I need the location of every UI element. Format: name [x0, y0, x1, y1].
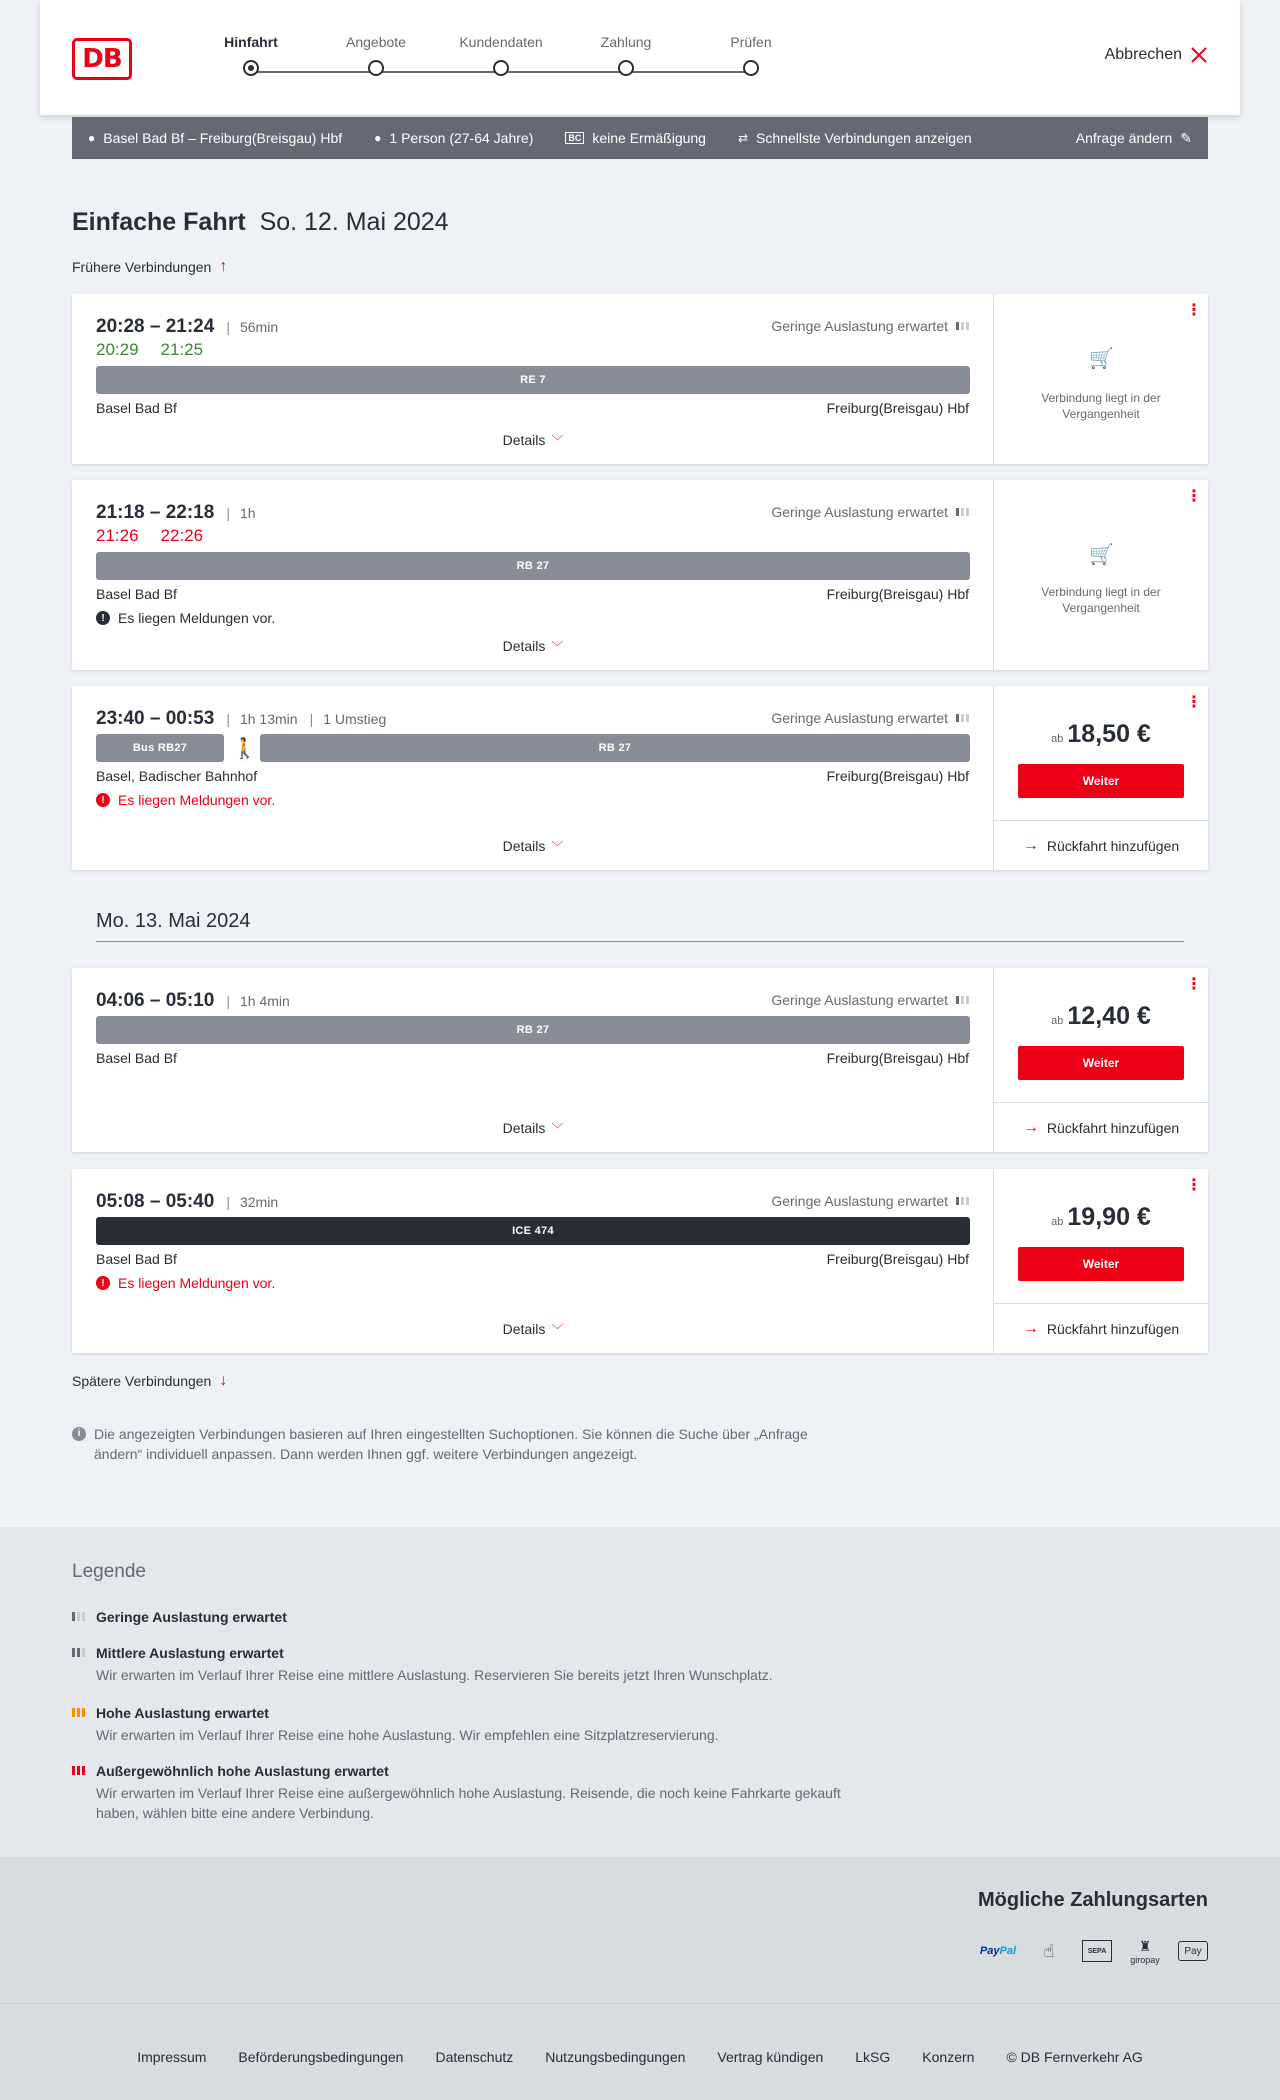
more-options-icon[interactable]: ⋮	[1186, 694, 1202, 711]
legend-item-title	[72, 1645, 872, 1661]
train-bar[interactable]: RB 27	[96, 552, 970, 580]
realtime-arrival: 22:26	[160, 526, 204, 545]
notice-text: Es liegen Meldungen vor.	[118, 610, 276, 626]
later-connections-label: Spätere Verbindungen	[72, 1373, 212, 1389]
discount-text: keine Ermäßigung	[592, 130, 706, 146]
more-options-icon[interactable]: ⋮	[1186, 976, 1202, 993]
occupancy-exceptional-icon	[72, 1766, 85, 1775]
connection-card[interactable]	[72, 1169, 1208, 1353]
step-angebote	[316, 34, 436, 79]
past-connection-note: Verbindung liegt in der Vergangenheit	[1041, 585, 1161, 615]
chevron-down-icon: ﹀	[551, 434, 564, 448]
train-bar[interactable]: ICE 474	[96, 1217, 970, 1245]
date-separator: Mo. 13. Mai 2024	[96, 910, 1184, 942]
more-options-icon[interactable]: ⋮	[1186, 302, 1202, 319]
legend-title: Legende	[72, 1561, 146, 1582]
connection-times	[96, 1191, 278, 1213]
occupancy-label: Geringe Auslastung erwartet	[771, 504, 948, 520]
payment-icons	[980, 1935, 1208, 1967]
train-bar[interactable]: RB 27	[96, 1016, 970, 1044]
separator: |	[226, 993, 230, 1009]
step-zahlung	[566, 34, 686, 79]
alert-icon: !	[96, 793, 110, 807]
train-bar[interactable]: RB 27	[260, 734, 970, 762]
connection-times	[96, 708, 386, 730]
arrow-right-icon: →	[1022, 1319, 1039, 1337]
details-toggle[interactable]	[72, 1321, 994, 1338]
legend-item-desc: Wir erwarten im Verlauf Ihrer Reise eine mittlere Auslastung. Reservieren Sie bereits jetzt Ihren Wunschplatz.	[96, 1667, 773, 1683]
duration: 32min	[239, 1194, 279, 1210]
step-dot	[368, 60, 384, 76]
chevron-down-icon: ﹀	[551, 640, 564, 654]
db-logo[interactable]: DB	[72, 38, 132, 80]
past-connection-note: Verbindung liegt in der Vergangenheit	[1041, 391, 1161, 421]
separator: |	[226, 319, 230, 335]
earlier-connections-label: Frühere Verbindungen	[72, 259, 212, 275]
info-note-text: Die angezeigten Verbindungen basieren auf Ihren eingestellten Suchoptionen. Sie können die Suche über „Anfrage ändern“ individuell anpassen. Dann werden Ihnen ggf. weitere Verbindungen angezeigt.	[94, 1426, 808, 1462]
arrow-right-icon: →	[1022, 1118, 1039, 1136]
occupancy-info	[771, 318, 969, 334]
paypal-text-a: Pay	[979, 1945, 1000, 1957]
alert-icon: !	[96, 611, 110, 625]
info-icon: i	[72, 1427, 86, 1441]
legend-item-medium	[72, 1645, 872, 1685]
arrival-station: Freiburg(Breisgau) Hbf	[826, 586, 969, 602]
payment-methods-title: Mögliche Zahlungsarten	[977, 1889, 1208, 1911]
footer-copyright: © DB Fernverkehr AG	[1006, 2049, 1143, 2065]
pencil-icon: ✎	[1180, 129, 1192, 146]
occupancy-low-icon	[956, 996, 969, 1004]
notice-message	[96, 792, 275, 808]
arrow-up-icon: ↑	[219, 258, 228, 275]
occupancy-label: Geringe Auslastung erwartet	[771, 992, 948, 1008]
apple-pay-icon	[1178, 1941, 1208, 1961]
step-label: Zahlung	[600, 34, 652, 50]
add-return-button[interactable]	[994, 1303, 1208, 1353]
price	[994, 720, 1208, 749]
more-options-icon[interactable]: ⋮	[1186, 488, 1202, 505]
price	[994, 1203, 1208, 1232]
occupancy-low-icon	[956, 1197, 969, 1205]
step-dot	[618, 60, 634, 76]
location-pin-icon: ●	[88, 131, 96, 145]
earlier-connections-link[interactable]	[72, 258, 227, 276]
arrival-station: Freiburg(Breisgau) Hbf	[826, 400, 969, 416]
footer-link-vertrag-kuendigen[interactable]: Vertrag kündigen	[717, 2049, 824, 2065]
occupancy-label: Geringe Auslastung erwartet	[771, 1193, 948, 1209]
separator: |	[226, 711, 230, 727]
duration: 56min	[239, 319, 279, 335]
connection-offer	[994, 1169, 1208, 1353]
sepa-icon: SEPA	[1082, 1940, 1112, 1962]
connection-card[interactable]	[72, 480, 1208, 670]
departure-station: Basel Bad Bf	[96, 1050, 177, 1066]
alert-icon: !	[96, 1276, 110, 1290]
legend-item-title-text: Außergewöhnlich hohe Auslastung erwartet	[96, 1763, 389, 1779]
price-value: 18,50 €	[1067, 720, 1151, 748]
footer-link-lksg[interactable]: LkSG	[855, 2049, 891, 2065]
footer-link-datenschutz[interactable]: Datenschutz	[435, 2049, 514, 2065]
occupancy-label: Geringe Auslastung erwartet	[771, 318, 948, 334]
booking-stepper	[180, 34, 780, 94]
chevron-down-icon: ﹀	[551, 1323, 564, 1337]
occupancy-low-icon	[956, 508, 969, 516]
search-info-note	[72, 1424, 852, 1464]
page-header	[40, 0, 1240, 115]
payment-methods-section	[0, 1857, 1280, 2003]
step-label: Prüfen	[730, 34, 772, 50]
passenger-text: 1 Person (27-64 Jahre)	[389, 130, 534, 146]
cart-unavailable-icon: 🛒	[1089, 544, 1114, 566]
giropay-symbol: ♜	[1138, 1937, 1152, 1954]
duration: 1h 4min	[239, 993, 290, 1009]
occupancy-info	[771, 710, 969, 726]
details-label: Details	[502, 638, 546, 654]
separator: |	[309, 711, 314, 727]
occupancy-info	[771, 1193, 969, 1209]
connection-times	[96, 990, 290, 1012]
add-return-label: Rückfahrt hinzufügen	[1046, 1119, 1180, 1136]
arrival-station: Freiburg(Breisgau) Hbf	[826, 1050, 969, 1066]
step-label: Hinfahrt	[224, 34, 278, 50]
time-range: 20:28 – 21:24	[96, 316, 215, 337]
giropay-text: giropay	[1130, 1954, 1160, 1965]
realtime-arrival: 21:25	[160, 340, 204, 359]
arrow-down-icon: ↓	[219, 1372, 228, 1389]
connection-main	[72, 686, 994, 870]
legend-item-desc: Wir erwarten im Verlauf Ihrer Reise eine außergewöhnlich hohe Auslastung. Reisende, die noch keine Fahrkarte gekauft haben, wählen bitte eine andere Verbindung.	[96, 1785, 841, 1821]
details-toggle[interactable]	[72, 432, 994, 449]
occupancy-low-icon	[956, 714, 969, 722]
realtime-info	[96, 340, 203, 360]
price-prefix: ab	[1051, 1216, 1064, 1228]
train-bar[interactable]: RE 7	[96, 366, 970, 394]
details-toggle[interactable]	[72, 638, 994, 655]
paypal-icon	[980, 1939, 1016, 1963]
continue-button[interactable]: Weiter	[1018, 1247, 1184, 1281]
details-label: Details	[502, 432, 546, 448]
occupancy-high-icon	[72, 1708, 85, 1717]
occupancy-low-icon	[72, 1612, 85, 1621]
connection-card[interactable]	[72, 686, 1208, 870]
edit-search-label: Anfrage ändern	[1075, 130, 1173, 146]
swap-arrows-icon: ⇄	[737, 131, 749, 145]
footer-link-konzern[interactable]: Konzern	[922, 2049, 975, 2065]
price	[994, 1002, 1208, 1031]
step-dot	[493, 60, 509, 76]
legend-item-title-text: Geringe Auslastung erwartet	[96, 1609, 287, 1625]
credit-card-icon: ☝	[1043, 1940, 1055, 1961]
legend-item-title-text: Mittlere Auslastung erwartet	[96, 1645, 284, 1661]
occupancy-info	[771, 504, 969, 520]
details-label: Details	[502, 838, 546, 854]
connection-offer	[994, 686, 1208, 870]
arrival-station: Freiburg(Breisgau) Hbf	[826, 768, 969, 784]
step-dot	[243, 60, 259, 76]
continue-button[interactable]: Weiter	[1018, 764, 1184, 798]
step-label: Kundendaten	[459, 34, 543, 50]
giropay-icon	[1130, 1935, 1160, 1967]
more-options-icon[interactable]: ⋮	[1186, 1177, 1202, 1194]
later-connections-link[interactable]	[72, 1372, 227, 1390]
connection-main	[72, 480, 994, 670]
details-toggle[interactable]	[72, 1120, 994, 1137]
connection-main	[72, 1169, 994, 1353]
connection-main	[72, 294, 994, 464]
add-return-button[interactable]	[994, 1102, 1208, 1152]
legend-item-title	[72, 1763, 872, 1779]
connection-card[interactable]	[72, 968, 1208, 1152]
apple-pay-text: Pay	[1184, 1945, 1202, 1957]
price-value: 19,90 €	[1067, 1203, 1151, 1231]
route-summary	[88, 130, 342, 146]
edit-search-button[interactable]	[1076, 130, 1192, 147]
connection-main	[72, 968, 994, 1152]
fastest-text: Schnellste Verbindungen anzeigen	[756, 130, 972, 146]
close-icon	[1190, 46, 1208, 64]
occupancy-label: Geringe Auslastung erwartet	[771, 710, 948, 726]
paypal-text-b: Pal	[999, 1945, 1016, 1957]
notice-message	[96, 1275, 275, 1291]
occupancy-low-icon	[956, 322, 969, 330]
time-range: 05:08 – 05:40	[96, 1191, 215, 1212]
separator: |	[226, 505, 230, 521]
step-pruefen	[691, 34, 811, 79]
departure-station: Basel Bad Bf	[96, 1251, 177, 1267]
connection-times	[96, 316, 278, 338]
walking-icon: 🚶	[232, 738, 257, 760]
discount-summary	[565, 130, 706, 146]
legend-section	[0, 1527, 1280, 1857]
price-prefix: ab	[1051, 733, 1064, 745]
step-kundendaten	[441, 34, 561, 79]
legend-item-exceptional	[72, 1763, 872, 1823]
departure-station: Basel, Badischer Bahnhof	[96, 768, 258, 784]
search-summary-bar	[72, 117, 1208, 159]
legend-item-high	[72, 1705, 872, 1745]
details-label: Details	[502, 1321, 546, 1337]
occupancy-info	[771, 992, 969, 1008]
connection-offer	[994, 294, 1208, 464]
arrival-station: Freiburg(Breisgau) Hbf	[826, 1251, 969, 1267]
duration: 1h	[239, 505, 256, 521]
add-return-button[interactable]	[994, 820, 1208, 870]
bus-bar[interactable]: Bus RB27	[96, 734, 224, 762]
transfers: 1 Umstieg	[323, 711, 387, 727]
legend-item-title	[72, 1705, 872, 1721]
step-dot	[743, 60, 759, 76]
departure-station: Basel Bad Bf	[96, 400, 177, 416]
bahncard-icon: BC	[565, 132, 584, 144]
realtime-departure: 21:26	[96, 526, 139, 545]
step-hinfahrt	[191, 34, 311, 79]
route-text: Basel Bad Bf – Freiburg(Breisgau) Hbf	[103, 130, 343, 146]
cart-unavailable-icon: 🛒	[1089, 348, 1114, 370]
page-title	[72, 208, 449, 237]
arrow-right-icon: →	[1022, 836, 1039, 854]
add-return-label: Rückfahrt hinzufügen	[1046, 1320, 1180, 1337]
connection-offer	[994, 480, 1208, 670]
price-value: 12,40 €	[1067, 1002, 1151, 1030]
chevron-down-icon: ﹀	[551, 840, 564, 854]
price-prefix: ab	[1051, 1015, 1064, 1027]
notice-text: Es liegen Meldungen vor.	[118, 1275, 276, 1291]
time-range: 21:18 – 22:18	[96, 502, 215, 523]
legend-item-title-text: Hohe Auslastung erwartet	[96, 1705, 269, 1721]
cancel-label: Abbrechen	[1104, 46, 1182, 63]
step-label: Angebote	[346, 34, 406, 50]
time-range: 23:40 – 00:53	[96, 708, 215, 729]
cancel-button[interactable]	[1105, 46, 1208, 64]
connection-times	[96, 502, 256, 524]
departure-station: Basel Bad Bf	[96, 586, 177, 602]
chevron-down-icon: ﹀	[551, 1122, 564, 1136]
duration: 1h 13min	[239, 711, 298, 727]
add-return-label: Rückfahrt hinzufügen	[1046, 837, 1180, 854]
details-label: Details	[502, 1120, 546, 1136]
legend-item-desc: Wir erwarten im Verlauf Ihrer Reise eine hohe Auslastung. Wir empfehlen eine Sitzplatzreservierung.	[96, 1727, 719, 1743]
realtime-departure: 20:29	[96, 340, 139, 359]
separator: |	[226, 1194, 230, 1210]
person-icon: ●	[374, 131, 382, 145]
realtime-info	[96, 526, 203, 546]
page-title-trip-type: Einfache Fahrt	[72, 208, 246, 236]
continue-button[interactable]: Weiter	[1018, 1046, 1184, 1080]
footer-links	[0, 2049, 1280, 2065]
time-range: 04:06 – 05:10	[96, 990, 215, 1011]
page-footer	[0, 2003, 1280, 2100]
legend-item-low	[72, 1609, 872, 1625]
notice-text: Es liegen Meldungen vor.	[118, 792, 276, 808]
page-title-date: So. 12. Mai 2024	[259, 208, 449, 236]
footer-link-befoerderungsbedingungen[interactable]: Beförderungsbedingungen	[238, 2049, 404, 2065]
connection-card[interactable]	[72, 294, 1208, 464]
details-toggle[interactable]	[72, 838, 994, 855]
connection-offer	[994, 968, 1208, 1152]
footer-link-impressum[interactable]: Impressum	[137, 2049, 207, 2065]
passenger-summary	[374, 130, 533, 146]
footer-link-nutzungsbedingungen[interactable]: Nutzungsbedingungen	[545, 2049, 686, 2065]
occupancy-medium-icon	[72, 1648, 85, 1657]
fastest-toggle[interactable]	[738, 130, 972, 146]
notice-message	[96, 610, 275, 626]
legend-item-title	[72, 1609, 872, 1625]
